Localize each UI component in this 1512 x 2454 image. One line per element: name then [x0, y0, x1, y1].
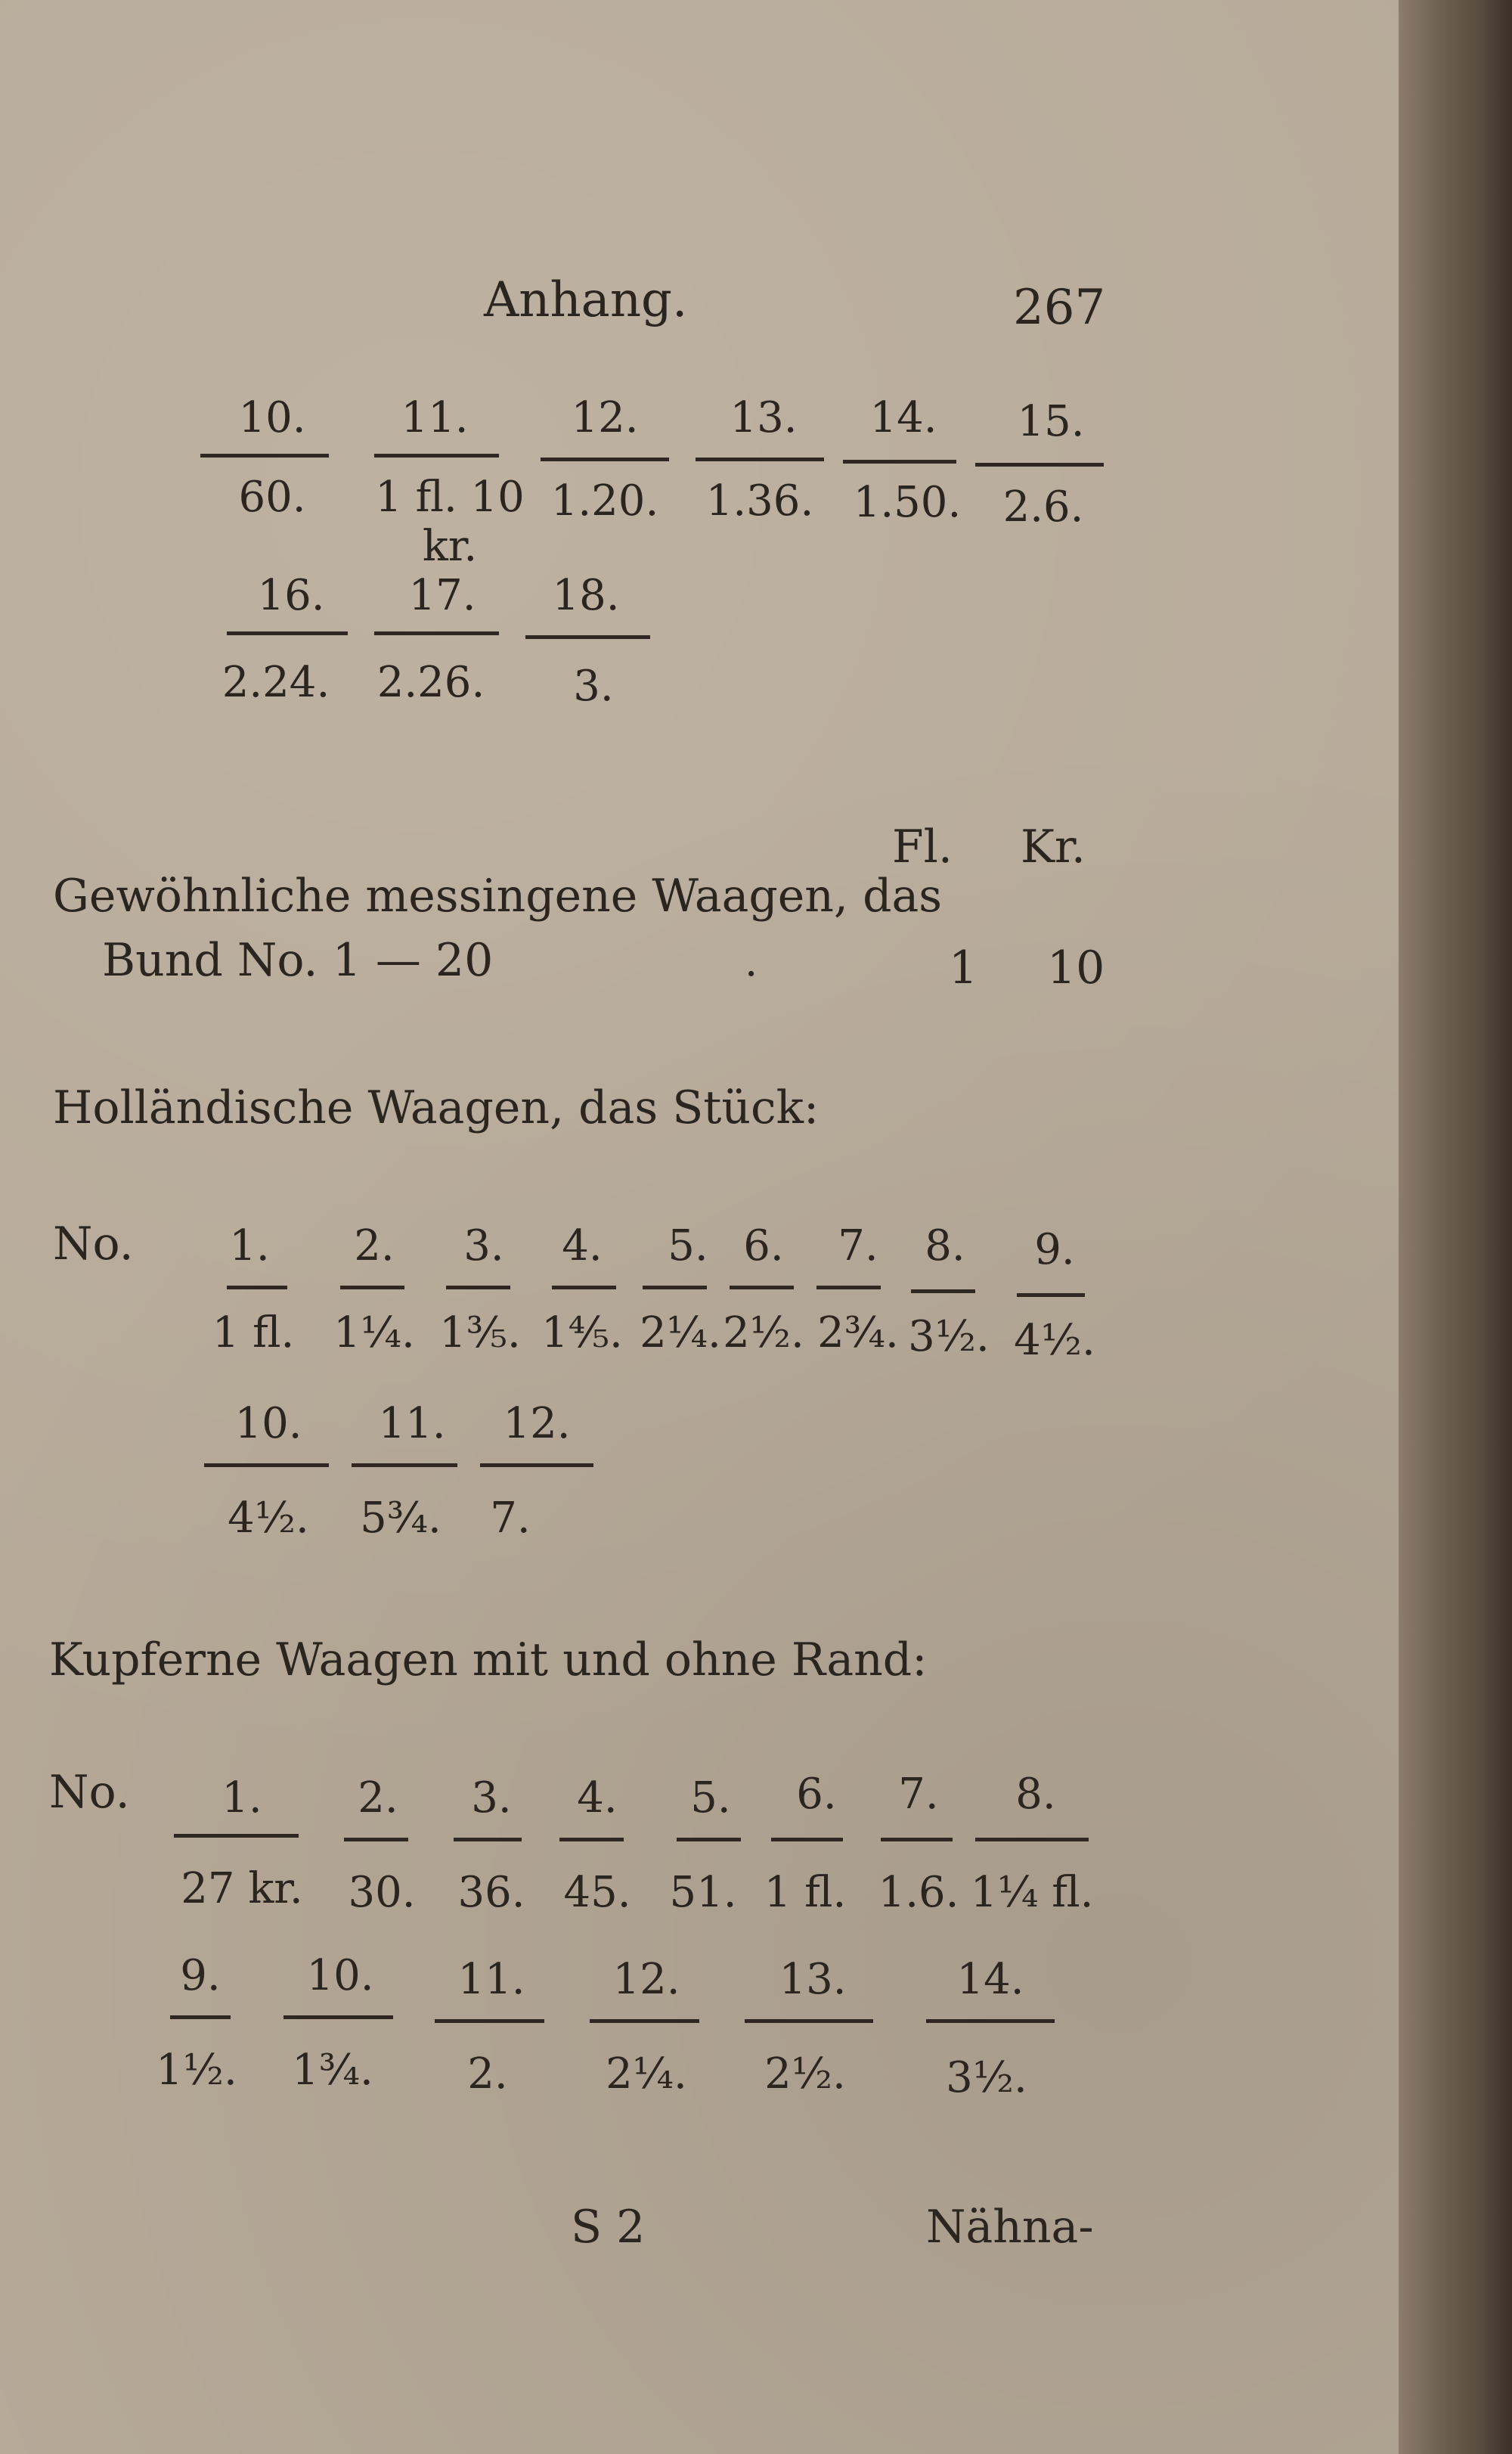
item-price: 51. [669, 1868, 737, 1917]
fraction-rule [926, 2019, 1055, 2023]
item-price: 3½. [908, 1312, 990, 1361]
item-number: 18. [552, 571, 620, 620]
item-price: 2¼. [606, 2049, 687, 2099]
fraction-rule [227, 1286, 287, 1289]
item-number: 6. [796, 1770, 837, 1819]
item-price: 2. [467, 2049, 508, 2099]
item-number: 2. [354, 1221, 395, 1270]
fraction-rule [344, 1838, 408, 1841]
item-number: 11. [378, 1399, 446, 1448]
page-number: 267 [1013, 280, 1106, 336]
item-number: 7. [898, 1770, 939, 1819]
item-number: 9. [180, 1951, 221, 2000]
fraction-rule [435, 2019, 544, 2023]
item-number: 2. [358, 1773, 398, 1823]
item-number: 1. [222, 1773, 262, 1823]
item-number: 11. [457, 1955, 525, 2004]
item-number: 8. [1015, 1770, 1056, 1819]
fraction-rule [446, 1286, 510, 1289]
fraction-rule [843, 460, 956, 464]
item-price: 1¾. [292, 2046, 373, 2095]
item-price: 36. [457, 1868, 525, 1917]
fraction-rule [352, 1463, 457, 1467]
fraction-rule [200, 454, 329, 458]
item-price: 4½. [228, 1494, 309, 1543]
fraction-rule [696, 458, 824, 461]
item-number: 13. [779, 1955, 847, 2004]
item-number: 14. [869, 393, 937, 442]
item-price: 1⅗. [439, 1308, 521, 1357]
fraction-rule [816, 1286, 881, 1289]
entry-description-continued: Bund No. 1 — 20 [102, 934, 494, 987]
fraction-rule [590, 2019, 699, 2023]
item-price: 3½. [946, 2053, 1027, 2102]
item-price: 4½. [1014, 1316, 1095, 1365]
item-number: 11. [401, 393, 469, 442]
section-heading: Holländische Waagen, das Stück: [53, 1081, 820, 1134]
fraction-rule [454, 1838, 522, 1841]
section-heading: Kupferne Waagen mit und ohne Rand: [49, 1633, 928, 1686]
entry-description: Gewöhnliche messingene Waagen, das [53, 870, 943, 923]
item-number: 10. [238, 393, 306, 442]
item-number: 10. [306, 1951, 374, 2000]
item-price: 7. [490, 1494, 531, 1543]
fraction-rule [745, 2019, 873, 2023]
item-price: 60. [238, 473, 306, 522]
item-price: 1.6. [878, 1868, 959, 1917]
item-price: 45. [563, 1868, 631, 1917]
item-price: 2¼. [640, 1308, 721, 1357]
item-number: 17. [408, 571, 476, 620]
item-number: 12. [571, 393, 639, 442]
item-price: 2½. [764, 2049, 846, 2099]
fraction-rule [284, 2015, 393, 2019]
item-price: 5¾. [360, 1494, 442, 1543]
item-price: 1.20. [550, 476, 659, 526]
running-title: Anhang. [484, 272, 688, 328]
fraction-rule [374, 454, 499, 458]
item-number: 7. [838, 1221, 878, 1270]
item-price: 1⅘. [541, 1308, 623, 1357]
item-number: 15. [1017, 397, 1085, 446]
item-price: 1¼. [333, 1308, 415, 1357]
item-price: 1¼ fl. [970, 1868, 1094, 1917]
item-price: 1 fl. [212, 1308, 295, 1357]
fraction-rule [374, 631, 499, 635]
item-number: 16. [257, 571, 325, 620]
item-price: 30. [348, 1868, 416, 1917]
fraction-rule [643, 1286, 707, 1289]
item-price: 2½. [723, 1308, 804, 1357]
fraction-rule [730, 1286, 794, 1289]
fraction-rule [525, 635, 650, 639]
entry-price-kr: 10 [1047, 942, 1105, 994]
fraction-rule [552, 1286, 616, 1289]
number-label: No. [53, 1218, 134, 1270]
item-price: 27 kr. [181, 1864, 303, 1913]
fraction-rule [204, 1463, 329, 1467]
item-price: 2.26. [376, 658, 485, 707]
item-price: 1.36. [705, 476, 814, 526]
fraction-rule [170, 2015, 231, 2019]
item-number: 13. [730, 393, 798, 442]
item-price: 3. [573, 662, 614, 711]
fraction-rule [559, 1838, 624, 1841]
entry-price-fl: 1 [949, 942, 978, 994]
fraction-rule [771, 1838, 843, 1841]
catchword: Nähna- [926, 2201, 1094, 2254]
item-number: 1. [229, 1221, 270, 1270]
item-number: 3. [463, 1221, 504, 1270]
fraction-rule [911, 1289, 975, 1293]
item-price: 1 fl. [764, 1868, 847, 1917]
florin-column-header: Fl. [892, 821, 953, 873]
item-price: 1.50. [853, 478, 962, 527]
item-number: 4. [577, 1773, 618, 1823]
fraction-rule [975, 463, 1104, 467]
item-number: 9. [1034, 1225, 1075, 1274]
kreuzer-column-header: Kr. [1021, 821, 1086, 873]
fraction-rule [1017, 1293, 1085, 1297]
item-number: 5. [690, 1773, 731, 1823]
item-number: 8. [925, 1221, 965, 1270]
item-price: 2.24. [222, 658, 330, 707]
leader-dot: . [745, 938, 758, 985]
item-price: 2.6. [1002, 482, 1084, 532]
item-number: 4. [562, 1221, 603, 1270]
item-number: 12. [612, 1955, 680, 2004]
number-label: No. [49, 1766, 130, 1819]
fraction-rule [174, 1834, 299, 1838]
item-number: 6. [743, 1221, 784, 1270]
item-number: 3. [471, 1773, 512, 1823]
fraction-rule [340, 1286, 404, 1289]
fraction-rule [227, 631, 348, 635]
item-number: 12. [503, 1399, 571, 1448]
fraction-rule [677, 1838, 741, 1841]
fraction-rule [541, 458, 669, 461]
item-number: 5. [668, 1221, 708, 1270]
fraction-rule [480, 1463, 593, 1467]
fraction-rule [881, 1838, 953, 1841]
page-edge [1399, 0, 1512, 2454]
item-price: 1 fl. 10 kr. [375, 473, 525, 571]
item-price: 1½. [156, 2046, 237, 2095]
item-price: 2¾. [817, 1308, 899, 1357]
fraction-rule [975, 1838, 1089, 1841]
item-number: 10. [234, 1399, 302, 1448]
item-number: 14. [956, 1955, 1024, 2004]
signature-mark: S 2 [571, 2201, 646, 2254]
